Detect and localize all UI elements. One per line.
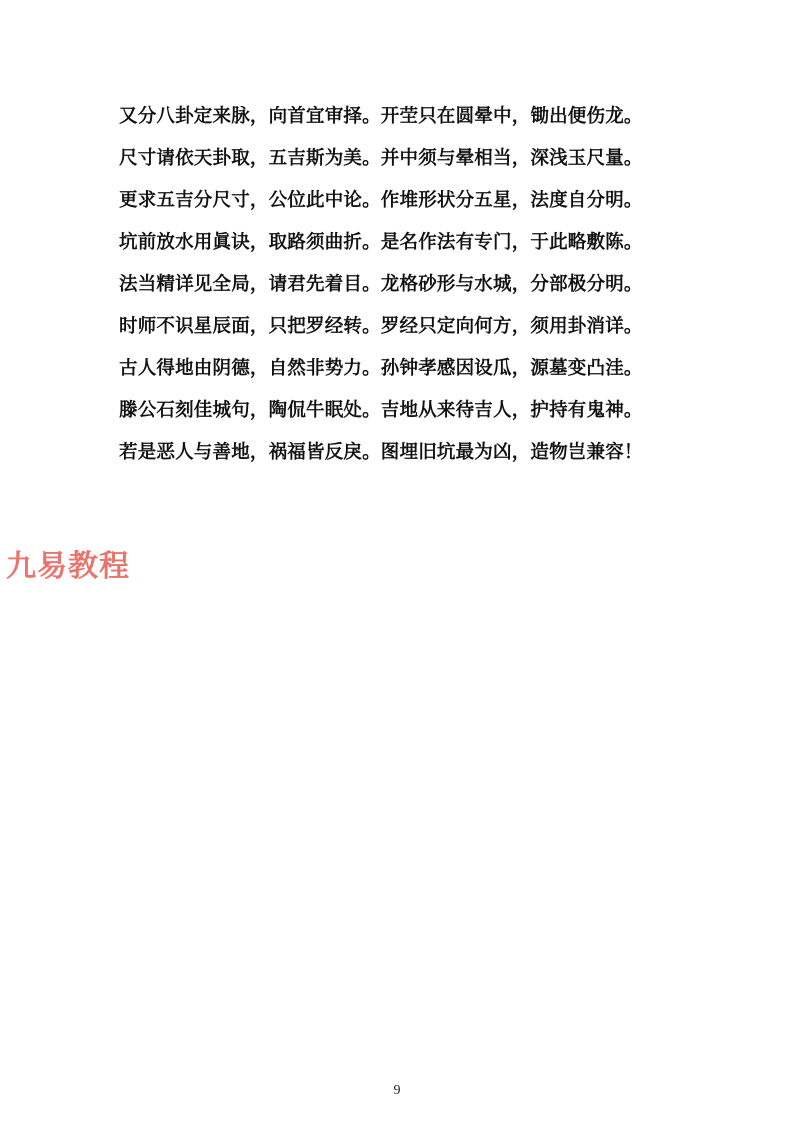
poem-line: 更求五吉分尺寸，公位此中论。作堆形状分五星，法度自分明。 bbox=[119, 190, 643, 211]
poem-body bbox=[119, 103, 643, 481]
poem-line: 尺寸请依天卦取，五吉斯为美。并中须与晕相当，深浅玉尺量。 bbox=[119, 148, 643, 169]
poem-line: 古人得地由阴德，自然非势力。孙钟孝感因设瓜，源墓变凸洼。 bbox=[119, 358, 643, 379]
poem-line: 滕公石刻佳城句，陶侃牛眠处。吉地从来待吉人，护持有鬼神。 bbox=[119, 400, 643, 421]
page-number: 9 bbox=[393, 1083, 401, 1098]
poem-line: 若是恶人与善地，祸福皆反戾。图埋旧坑最为凶，造物岂兼容！ bbox=[119, 442, 643, 463]
watermark-text: 九易教程 bbox=[6, 549, 130, 584]
poem-line: 又分八卦定来脉，向首宜审择。开茔只在圆晕中，锄出便伤龙。 bbox=[119, 106, 643, 127]
poem-line: 坑前放水用眞诀，取路须曲折。是名作法有专门，于此略敷陈。 bbox=[119, 232, 643, 253]
poem-line: 法当精详见全局，请君先着目。龙格砂形与水城，分部极分明。 bbox=[119, 274, 643, 295]
poem-line: 时师不识星辰面，只把罗经转。罗经只定向何方，须用卦消详。 bbox=[119, 316, 643, 337]
